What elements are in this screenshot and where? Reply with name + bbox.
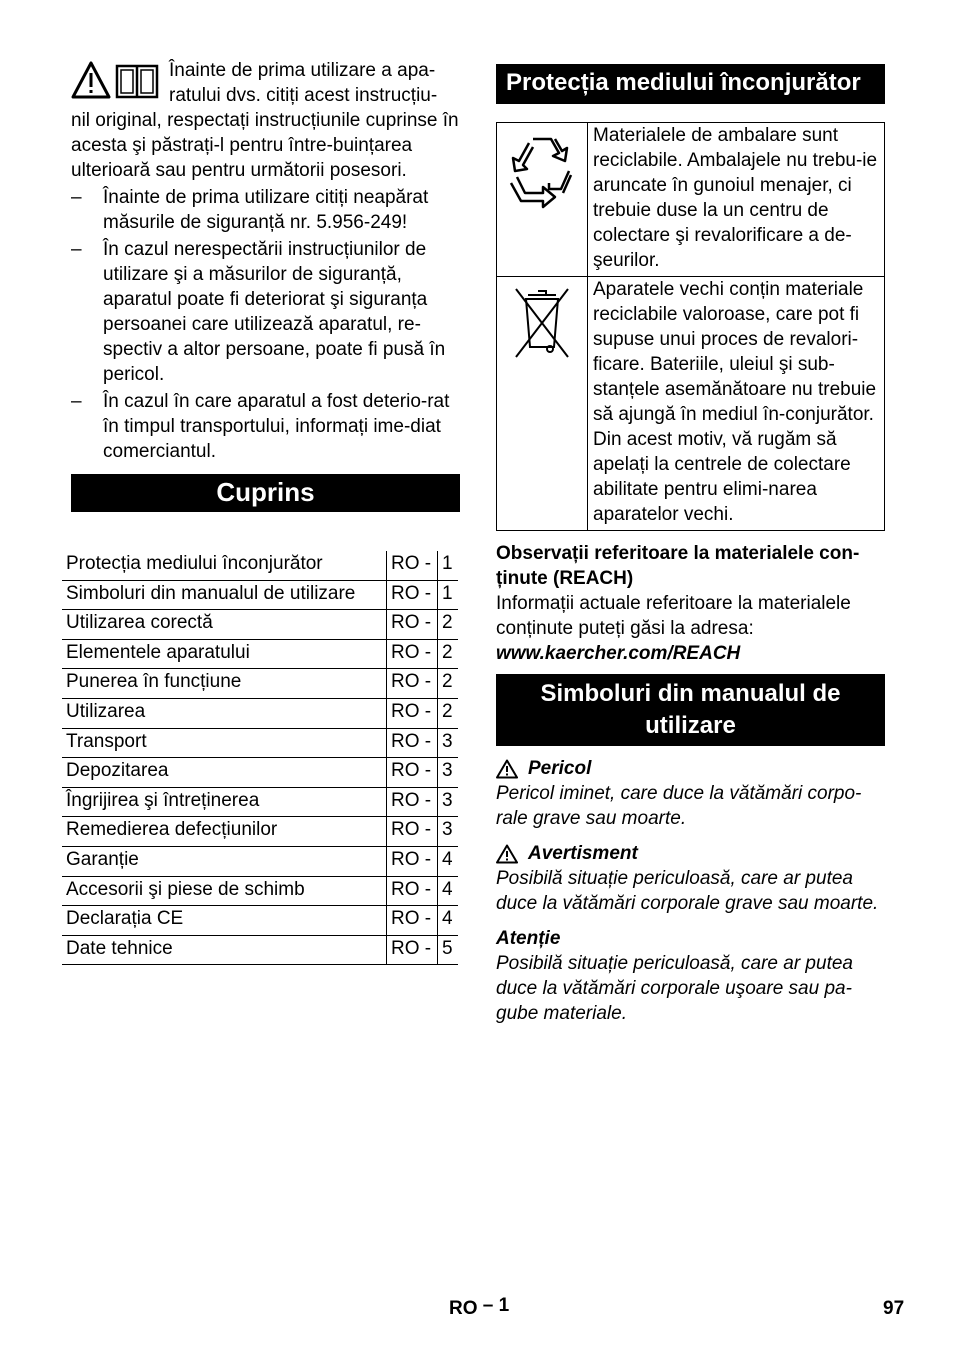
toc-row — [62, 935, 458, 965]
toc-ro: RO - — [387, 728, 438, 758]
toc-page: 4 — [438, 846, 459, 876]
toc-page: 5 — [438, 935, 459, 965]
toc-row — [62, 817, 458, 847]
bullet-text: Înainte de prima utilizare citiți neapărat măsurile de siguranță nr. 5.956-249! — [103, 187, 429, 233]
symbol-atentie-title — [496, 926, 885, 951]
toc-ro: RO - — [387, 846, 438, 876]
toc-row — [62, 906, 458, 936]
toc-ro: RO - — [387, 817, 438, 847]
simboluri-heading-line1: Simboluri din manualul de — [540, 680, 841, 707]
toc-ro: RO - — [387, 876, 438, 906]
toc-page: 1 — [438, 580, 459, 610]
toc-page: 1 — [438, 551, 459, 580]
toc-label: Simboluri din manualul de utilizare — [62, 580, 387, 610]
symbol-title-text: Pericol — [528, 758, 592, 779]
right-column — [496, 58, 885, 1026]
toc-ro: RO - — [387, 758, 438, 788]
toc-page: 3 — [438, 728, 459, 758]
toc-page: 4 — [438, 906, 459, 936]
footer-ro: RO — [449, 1298, 478, 1319]
warning-icon — [496, 844, 518, 864]
toc-ro: RO - — [387, 935, 438, 965]
toc-label: Accesorii şi piese de schimb — [62, 876, 387, 906]
bullet-dash: – — [71, 391, 82, 412]
toc-label: Protecția mediului înconjurător — [62, 551, 387, 580]
intro-line-2: ratului dvs. citiți acest instrucțiu- — [169, 85, 438, 106]
simboluri-heading — [496, 674, 885, 746]
env-icon-cell — [497, 277, 588, 531]
toc-ro: RO - — [387, 787, 438, 817]
env-text: Materialele de ambalare sunt reciclabile. Ambalajele nu trebu-ie aruncate în gunoiul menajer, ci trebuie duse la un centru de colectare şi revalorificare a de-şeurilor. — [588, 123, 885, 277]
toc-row — [62, 551, 458, 580]
toc-ro: RO - — [387, 580, 438, 610]
env-row — [497, 123, 885, 277]
protectia-heading: Protecția mediului înconjurător — [496, 64, 885, 104]
env-icon-cell — [497, 123, 588, 277]
toc-page: 2 — [438, 669, 459, 699]
env-row — [497, 277, 885, 531]
symbol-avertisment-title — [496, 841, 885, 866]
toc-label: Transport — [62, 728, 387, 758]
intro-bullet — [71, 185, 460, 235]
toc-label: Date tehnice — [62, 935, 387, 965]
symbol-text: Pericol iminet, care duce la vătămări corpo-rale grave sau moarte. — [496, 783, 862, 829]
toc-label: Punerea în funcțiune — [62, 669, 387, 699]
toc-row — [62, 580, 458, 610]
toc-label: Remedierea defecțiunilor — [62, 817, 387, 847]
toc-row — [62, 787, 458, 817]
warning-icon — [496, 759, 518, 779]
footer-ro-page: – 1 — [482, 1295, 510, 1316]
bullet-text: În cazul nerespectării instrucțiunilor de utilizare şi a măsurilor de siguranță, aparatul poate fi deteriorat şi siguranța persoanei care utilizează aparatul, re-spectiv a altor persoane, poate fi pusă în pericol. — [103, 239, 446, 385]
toc-label: Garanție — [62, 846, 387, 876]
toc-ro: RO - — [387, 610, 438, 640]
toc-ro: RO - — [387, 639, 438, 669]
environment-table — [496, 122, 885, 531]
toc-page: 4 — [438, 876, 459, 906]
left-column — [71, 58, 460, 512]
toc-ro: RO - — [387, 669, 438, 699]
toc-page: 2 — [438, 610, 459, 640]
recycle-icon — [505, 131, 579, 211]
toc-page: 3 — [438, 787, 459, 817]
footer-section-label — [449, 1295, 510, 1320]
symbol-title-text: Atenție — [496, 928, 561, 949]
toc-row — [62, 728, 458, 758]
intro-bullet — [71, 389, 460, 464]
intro-text: nil original, respectați instrucțiunile cuprinse în acesta şi păstrați-l pentru între-buințarea ulterioară sau pentru următorii posesori. — [71, 110, 459, 181]
toc-row — [62, 669, 458, 699]
intro-bullet — [71, 237, 460, 387]
intro-icons — [71, 60, 161, 108]
toc-label: Utilizarea — [62, 698, 387, 728]
env-text: Aparatele vechi conțin materiale reciclabile valoroase, care pot fi supuse unui proces de revalori-ficare. Bateriile, uleiul şi sub-stanțele asemănătoare nu trebuie să ajungă în mediul în-conjurător. Din acest motiv, vă rugăm să apelați la centrele de colectare abilitate pentru elimi-narea aparatelor vechi. — [588, 277, 885, 531]
toc-row — [62, 876, 458, 906]
bullet-dash: – — [71, 239, 82, 260]
bullet-text: În cazul în care aparatul a fost deterio-rat în timpul transportului, informați ime-diat comerciantul. — [103, 391, 450, 462]
toc-page: 3 — [438, 758, 459, 788]
intro-section — [71, 58, 460, 464]
toc-page: 2 — [438, 698, 459, 728]
toc-ro: RO - — [387, 698, 438, 728]
toc-label: Declarația CE — [62, 906, 387, 936]
toc-label: Utilizarea corectă — [62, 610, 387, 640]
intro-line-1: Înainte de prima utilizare a apa- — [169, 60, 436, 81]
cuprins-heading: Cuprins — [71, 474, 460, 512]
toc-row — [62, 846, 458, 876]
symbol-text: Posibilă situație periculoasă, care ar putea duce la vătămări corporale grave sau moarte. — [496, 868, 879, 914]
toc-row — [62, 610, 458, 640]
crossed-bin-icon — [512, 285, 572, 361]
simboluri-heading-line2: utilizare — [645, 712, 736, 739]
toc-label: Îngrijirea şi întreținerea — [62, 787, 387, 817]
symbol-text: Posibilă situație periculoasă, care ar putea duce la vătămări corporale uşoare sau pa-gube materiale. — [496, 953, 853, 1024]
toc-row — [62, 758, 458, 788]
symbol-pericol-title — [496, 756, 885, 781]
toc-row — [62, 698, 458, 728]
toc-label: Depozitarea — [62, 758, 387, 788]
reach-link[interactable]: www.kaercher.com/REACH — [496, 643, 741, 664]
toc-ro: RO - — [387, 551, 438, 580]
toc-row — [62, 639, 458, 669]
warning-manual-icon — [71, 60, 161, 100]
toc-page: 3 — [438, 817, 459, 847]
toc-ro: RO - — [387, 906, 438, 936]
bullet-dash: – — [71, 187, 82, 208]
toc-label: Elementele aparatului — [62, 639, 387, 669]
reach-heading: Observații referitoare la materialele con-ținute (REACH) — [496, 543, 860, 589]
footer-page-number: 97 — [883, 1298, 905, 1319]
symbol-title-text: Avertisment — [528, 843, 638, 864]
toc-page: 2 — [438, 639, 459, 669]
toc-table — [62, 551, 458, 965]
reach-text: Informații actuale referitoare la materialele conținute puteți găsi la adresa: — [496, 593, 851, 639]
